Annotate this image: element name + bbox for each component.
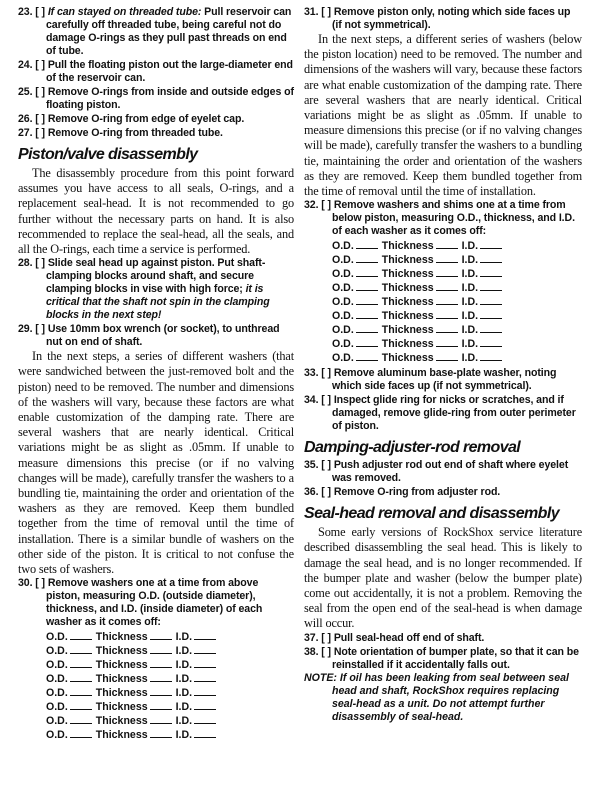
washer-thickness-cell [382,281,462,295]
washer-row [46,700,220,714]
washer-thickness-label: Thickness [95,701,148,714]
washer-od-blank[interactable] [70,700,92,710]
washer-od-blank[interactable] [356,309,378,319]
washer-od-label: O.D. [332,240,354,253]
washer-thickness-label: Thickness [381,324,434,337]
paragraph: Some early versions of RockShox service literature described disassembling the seal head. This is likely to damage the seal head, and is no longer recommended. If the bumper plate and washer (below the bumper plate) come out accidentally, it is not a problem. Removing the seal from the open end of the seal-head is when damage will occur. [304,525,582,631]
washer-id-blank[interactable] [480,281,502,291]
washer-od-label: O.D. [332,310,354,323]
washer-thickness-blank[interactable] [436,337,458,347]
washer-id-label: I.D. [461,268,479,281]
washer-id-cell [462,253,506,267]
step-text: Remove washers and shims one at a time from below piston, measuring O.D., thickness, and I.D. of each washer as it comes off: [332,199,575,238]
step-list [18,6,294,140]
step-number: 23. [ ] [18,6,45,18]
washer-id-label: I.D. [461,254,479,267]
washer-id-blank[interactable] [194,700,216,710]
washer-thickness-label: Thickness [95,631,148,644]
washer-thickness-cell [96,658,176,672]
step-38 [304,646,582,672]
washer-od-blank[interactable] [356,351,378,361]
washer-thickness-blank[interactable] [150,644,172,654]
washer-thickness-blank[interactable] [436,351,458,361]
washer-id-cell [176,686,220,700]
washer-thickness-cell [382,337,462,351]
washer-row [332,323,506,337]
step-29 [18,323,294,349]
washer-id-label: I.D. [461,338,479,351]
washer-row [46,630,220,644]
step-37 [304,632,582,645]
washer-thickness-label: Thickness [381,254,434,267]
section-title-piston-valve: Piston/valve disassembly [18,146,198,163]
washer-id-blank[interactable] [194,714,216,724]
step-text: Inspect glide ring for nicks or scratches, and if damaged, remove glide-ring from outer perimeter of piston. [332,394,576,433]
washer-od-label: O.D. [46,715,68,728]
washer-od-cell [46,700,96,714]
washer-id-cell [176,672,220,686]
washer-thickness-blank[interactable] [436,267,458,277]
washer-od-label: O.D. [332,268,354,281]
washer-row [332,239,506,253]
washer-id-cell [462,295,506,309]
washer-thickness-cell [96,714,176,728]
washer-id-blank[interactable] [480,239,502,249]
washer-thickness-cell [96,672,176,686]
step-33 [304,367,582,393]
washer-id-label: I.D. [175,659,193,672]
washer-od-blank[interactable] [70,630,92,640]
washer-id-label: I.D. [175,687,193,700]
step-text: Pull reservoir can carefully off threaded tube, being careful not do damage O-rings as they pull past threads on end of tube. [46,6,292,57]
washer-id-blank[interactable] [480,253,502,263]
washer-id-cell [462,337,506,351]
washer-thickness-label: Thickness [95,715,148,728]
section-title-seal-head: Seal-head removal and disassembly [304,505,559,523]
paragraph: In the next steps, a different series of washers (below the piston location) need to be removed. The number and dimensions of the washers will vary, because these factors are what enable customization of the damping rate. There are several washers that are nearly identical. Critical variations might be as slight as .05mm. If unable to measure dimensions this precise (or if no valving changes will be made), carefully transfer the washers to a bundling tie, maintaining the order and orientation of the washers as they are removed. Keep them bundled together from the time of removal until the time of installation. [304,32,582,199]
washer-od-blank[interactable] [70,728,92,738]
washer-thickness-cell [382,295,462,309]
washer-row [332,337,506,351]
washer-id-label: I.D. [175,729,193,742]
washer-thickness-cell [382,309,462,323]
washer-od-cell [332,323,382,337]
washer-thickness-label: Thickness [95,645,148,658]
washer-od-label: O.D. [332,296,354,309]
step-text: Remove O-rings from inside and outside edges of floating piston. [46,86,294,111]
washer-row [332,309,506,323]
washer-id-cell [176,630,220,644]
step-number: 31. [ ] [304,6,331,18]
washer-row [46,672,220,686]
washer-thickness-blank[interactable] [150,658,172,668]
washer-od-label: O.D. [332,324,354,337]
washer-id-cell [462,351,506,365]
step-text: Slide seal head up against piston. Put shaft-clamping blocks around shaft, and secure clamping blocks in vise with high force; [46,257,266,296]
left-column [18,6,294,744]
washer-od-label: O.D. [46,687,68,700]
washer-od-blank[interactable] [70,714,92,724]
washer-id-label: I.D. [175,715,193,728]
washer-id-blank[interactable] [194,658,216,668]
washer-thickness-label: Thickness [381,352,434,365]
washer-id-blank[interactable] [480,337,502,347]
washer-id-label: I.D. [461,240,479,253]
step-36 [304,486,582,499]
washer-od-cell [332,239,382,253]
washer-thickness-blank[interactable] [150,728,172,738]
washer-row [332,281,506,295]
step-emphasis: it is critical that the shaft not spin in the clamping blocks in the next step! [46,283,270,322]
washer-od-blank[interactable] [356,239,378,249]
washer-od-label: O.D. [46,701,68,714]
step-text: Push adjuster rod out end of shaft where eyelet was removed. [332,459,569,485]
washer-row [46,714,220,728]
step-number: 24. [ ] [18,59,45,71]
washer-thickness-blank[interactable] [436,281,458,291]
step-text: Note orientation of bumper plate, so that it can be reinstalled if it accidentally falls out. [332,645,579,671]
washer-id-cell [176,658,220,672]
step-32 [304,199,582,238]
step-text: Pull the floating piston out the large-diameter end of the reservoir can. [46,59,293,84]
washer-thickness-blank[interactable] [436,295,458,305]
washer-od-blank[interactable] [70,658,92,668]
washer-thickness-label: Thickness [381,310,434,323]
step-number: 33. [ ] [304,367,331,380]
washer-od-blank[interactable] [356,253,378,263]
step-text: Remove O-ring from edge of eyelet cap. [47,113,245,125]
step-text: Pull seal-head off end of shaft. [333,631,485,644]
step-text: Use 10mm box wrench (or socket), to unthread nut on end of shaft. [46,323,280,349]
washer-id-blank[interactable] [480,323,502,333]
washer-thickness-cell [96,630,176,644]
washer-id-cell [462,281,506,295]
step-number: 32. [ ] [304,199,331,212]
washer-od-label: O.D. [332,338,354,351]
step-number: 38. [ ] [304,645,331,658]
washer-thickness-label: Thickness [381,296,434,309]
step-number: 34. [ ] [304,394,331,407]
washer-thickness-cell [96,728,176,742]
washer-thickness-cell [96,686,176,700]
washer-od-label: O.D. [332,282,354,295]
step-text: Remove O-ring from adjuster rod. [333,486,501,499]
washer-id-blank[interactable] [480,351,502,361]
washer-od-label: O.D. [46,729,68,742]
washer-od-blank[interactable] [70,686,92,696]
washer-od-cell [46,728,96,742]
washer-id-cell [176,728,220,742]
washer-id-blank[interactable] [194,630,216,640]
washer-od-cell [46,686,96,700]
washer-thickness-blank[interactable] [436,309,458,319]
washer-od-cell [332,295,382,309]
washer-row [332,267,506,281]
washer-row [332,253,506,267]
washer-thickness-label: Thickness [381,240,434,253]
washer-id-cell [176,644,220,658]
washer-row [46,728,220,742]
washer-id-blank[interactable] [194,644,216,654]
washer-od-label: O.D. [46,673,68,686]
washer-thickness-blank[interactable] [150,700,172,710]
step-30 [18,577,294,629]
washer-row [46,658,220,672]
washer-thickness-blank[interactable] [436,239,458,249]
step-25 [18,86,294,112]
step-text: Remove washers one at a time from above piston, measuring O.D. (outside diameter), thickness, and I.D. (inside diameter) of each washer as it comes off: [46,577,263,629]
washer-thickness-label: Thickness [381,338,434,351]
washer-id-blank[interactable] [480,295,502,305]
washer-id-label: I.D. [175,645,193,658]
step-35 [304,459,582,485]
washer-thickness-cell [382,239,462,253]
washer-od-label: O.D. [46,659,68,672]
step-28 [18,257,294,322]
washer-id-cell [462,309,506,323]
step-34 [304,394,582,433]
section-title-damping-adjuster: Damping-adjuster-rod removal [304,439,521,457]
step-number: 27. [ ] [18,127,45,139]
washer-thickness-cell [382,253,462,267]
washer-id-label: I.D. [175,673,193,686]
washer-thickness-cell [382,323,462,337]
washer-row [46,686,220,700]
paragraph: The disassembly procedure from this point forward assumes you have access to all seals, O-rings, and a replacement seal-head. It is not recommended to go further without the necessary parts on hand. It is also recommended to replace the seal-head, all the seals, and all the O-rings, each time a service is performed. [18,166,294,257]
washer-thickness-label: Thickness [95,687,148,700]
washer-thickness-label: Thickness [95,673,148,686]
washer-thickness-label: Thickness [95,729,148,742]
washer-id-label: I.D. [461,282,479,295]
washer-od-blank[interactable] [70,644,92,654]
washer-id-blank[interactable] [194,728,216,738]
washer-od-blank[interactable] [356,323,378,333]
washer-measurement-table [46,630,220,742]
washer-od-cell [332,351,382,365]
washer-od-blank[interactable] [356,267,378,277]
washer-od-blank[interactable] [356,295,378,305]
step-number: 35. [ ] [304,459,331,472]
washer-od-blank[interactable] [70,672,92,682]
washer-od-cell [46,714,96,728]
washer-thickness-label: Thickness [381,282,434,295]
step-text: Remove piston only, noting which side faces up (if not symmetrical). [332,6,571,31]
step-number: 28. [ ] [18,257,45,270]
washer-id-cell [462,267,506,281]
washer-id-cell [176,700,220,714]
washer-thickness-blank[interactable] [436,253,458,263]
washer-thickness-cell [96,644,176,658]
washer-od-label: O.D. [332,254,354,267]
washer-od-cell [332,309,382,323]
washer-thickness-cell [382,267,462,281]
washer-id-blank[interactable] [480,267,502,277]
washer-row [332,351,506,365]
washer-id-cell [176,714,220,728]
washer-thickness-blank[interactable] [150,672,172,682]
step-emphasis: If can stayed on threaded tube: [47,6,202,18]
step-number: 25. [ ] [18,86,45,98]
washer-id-cell [462,239,506,253]
step-number: 37. [ ] [304,631,331,644]
washer-thickness-blank[interactable] [150,630,172,640]
step-text: Remove aluminum base-plate washer, noting which side faces up (if not symmetrical). [332,367,557,393]
washer-id-blank[interactable] [194,686,216,696]
washer-measurement-table [332,239,506,365]
washer-thickness-label: Thickness [381,268,434,281]
washer-od-cell [332,281,382,295]
step-26 [18,113,294,126]
washer-od-label: O.D. [46,631,68,644]
step-number: 30. [ ] [18,577,45,590]
washer-id-label: I.D. [175,701,193,714]
step-text: Remove O-ring from threaded tube. [47,127,223,139]
washer-od-label: O.D. [332,352,354,365]
washer-od-blank[interactable] [356,281,378,291]
step-number: 26. [ ] [18,113,45,125]
washer-od-cell [332,267,382,281]
washer-thickness-cell [96,700,176,714]
washer-od-cell [46,658,96,672]
washer-id-label: I.D. [175,631,193,644]
step-24 [18,59,294,85]
step-number: 36. [ ] [304,486,331,499]
washer-id-blank[interactable] [194,672,216,682]
washer-id-label: I.D. [461,324,479,337]
washer-od-cell [46,672,96,686]
washer-id-label: I.D. [461,352,479,365]
washer-id-label: I.D. [461,296,479,309]
washer-od-cell [46,644,96,658]
step-31 [304,6,582,32]
washer-id-blank[interactable] [480,309,502,319]
right-column [304,6,582,724]
step-23 [18,6,294,58]
washer-thickness-label: Thickness [95,659,148,672]
washer-id-label: I.D. [461,310,479,323]
washer-thickness-blank[interactable] [150,714,172,724]
washer-row [332,295,506,309]
washer-thickness-blank[interactable] [150,686,172,696]
washer-od-blank[interactable] [356,337,378,347]
paragraph: In the next steps, a series of different washers (that were sandwiched between the just-removed bolt and the piston) need to be removed. The number and dimensions of the washers will vary, because these factors are what enable customization of the damping rate. There are several washers that are nearly identical. Critical variations might be as slight as .05mm. If unable to measure dimensions this precise (or if no valving changes will be made), carefully transfer the washers to a bundling tie, maintaining the order and orientation of the washers as they are removed. Keep them bundled together from the time of removal until the time of installation. There is a similar bundle of washers on the other side of the piston. It is critical to not confuse the two sets of washers. [18,349,294,577]
washer-id-cell [462,323,506,337]
step-27 [18,127,294,140]
washer-row [46,644,220,658]
note: NOTE: If oil has been leaking from seal between seal head and shaft, RockShox requires replacing seal-head as a unit. Do not attempt further disassembly of seal-head. [304,671,569,723]
washer-od-cell [332,253,382,267]
washer-thickness-cell [382,351,462,365]
washer-od-cell [332,337,382,351]
washer-od-cell [46,630,96,644]
washer-thickness-blank[interactable] [436,323,458,333]
washer-od-label: O.D. [46,645,68,658]
step-number: 29. [ ] [18,323,45,336]
